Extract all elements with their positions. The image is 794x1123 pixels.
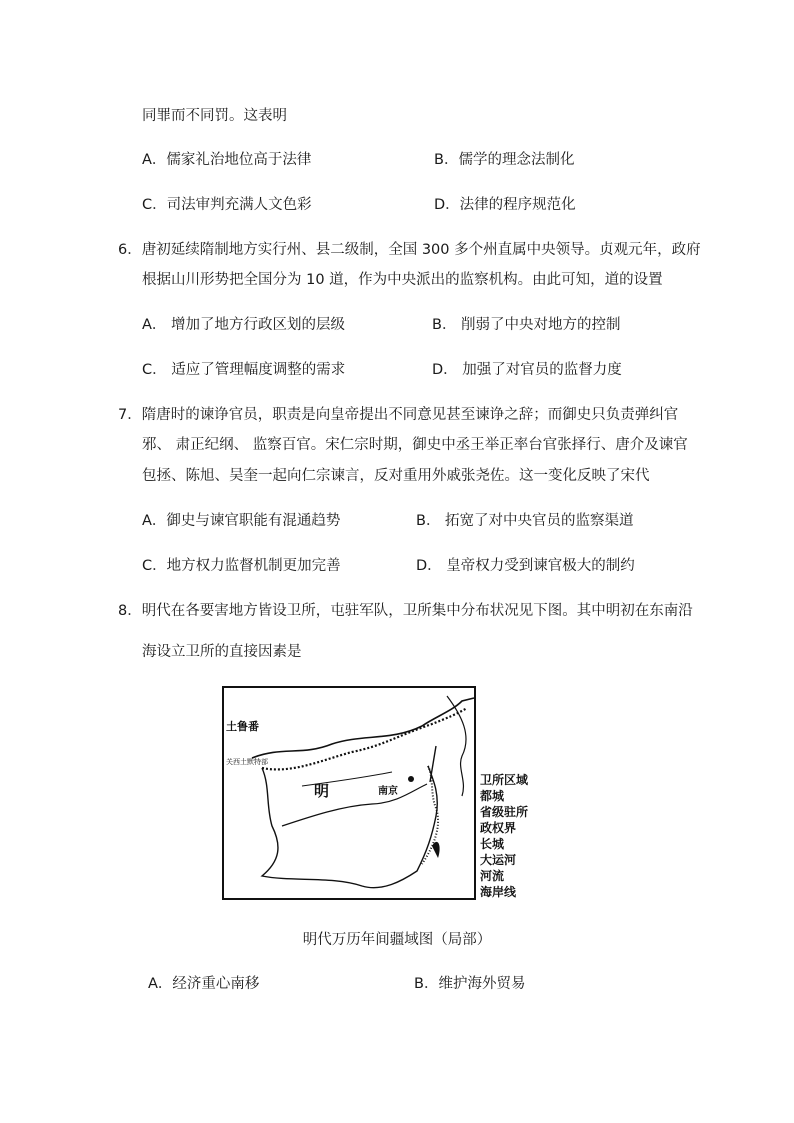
q5-option-d: D．法律的程序规范化	[434, 197, 576, 213]
label-tulufan: 土鲁番	[226, 720, 259, 733]
label-nanjing: 南京	[378, 786, 398, 797]
q7-stem-line3: 包拯、陈旭、吴奎一起向仁宗谏言，反对重用外戚张尧佐。这一变化反映了宋代	[142, 468, 650, 484]
q6-option-d: D． 加强了对官员的监督力度	[432, 362, 622, 378]
map-frame	[223, 687, 475, 899]
map-caption: 明代万历年间疆域图（局部）	[302, 932, 492, 948]
legend-item: 长城	[480, 837, 505, 851]
q5-option-b: B．儒学的理念法制化	[434, 152, 575, 168]
intro-tail-text: 同罪而不同罚。这表明	[142, 108, 287, 124]
q6-option-c: C． 适应了管理幅度调整的需求	[142, 362, 346, 378]
q6-option-b: B． 削弱了中央对地方的控制	[432, 317, 621, 333]
legend-item: 河流	[480, 869, 505, 883]
q7-option-a: A．御史与谏官职能有混通趋势	[142, 513, 341, 529]
q5-option-c: C．司法审判充满人文色彩	[142, 197, 312, 213]
q6-stem-line1: 6．唐初延续隋制地方实行州、县二级制，全国 300 多个州直属中央领导。贞观元年，政府	[118, 242, 701, 258]
q8-option-a: A．经济重心南移	[148, 976, 260, 992]
legend-item: 海岸线	[480, 885, 517, 899]
legend-item: 政权界	[480, 821, 517, 835]
q7-option-c: C．地方权力监督机制更加完善	[142, 558, 341, 574]
ming-map	[222, 686, 562, 900]
q6-option-a: A． 增加了地方行政区划的层级	[142, 317, 346, 333]
q5-option-a: A．儒家礼治地位高于法律	[142, 152, 312, 168]
legend-item: 省级驻所	[480, 805, 529, 819]
q6-stem-line2: 根据山川形势把全国分为 10 道，作为中央派出的监察机构。由此可知，道的设置	[142, 272, 663, 288]
nanjing-marker	[408, 776, 414, 782]
label-ming: 明	[314, 782, 330, 800]
q7-stem-line1: 7．隋唐时的谏诤官员，职责是向皇帝提出不同意见甚至谏诤之辞；而御史只负责弹纠官	[118, 407, 679, 423]
q7-option-d: D． 皇帝权力受到谏官极大的制约	[416, 558, 635, 574]
q7-option-b: B． 拓宽了对中央官员的监察渠道	[416, 513, 634, 529]
q7-stem-line2: 邪、 肃正纪纲、 监察百官。宋仁宗时期，御史中丞王举正率台官张择行、唐介及谏官	[142, 437, 688, 453]
legend-item: 都城	[480, 789, 505, 803]
q8-stem-line2: 海设立卫所的直接因素是	[142, 644, 302, 660]
map-legend	[479, 772, 529, 899]
label-hexi: 关西土默特部	[226, 758, 268, 766]
legend-item: 大运河	[480, 853, 517, 867]
q8-stem-line1: 8．明代在各要害地方皆设卫所，屯驻军队，卫所集中分布状况见下图。其中明初在东南沿	[118, 603, 693, 619]
q8-option-b: B．维护海外贸易	[414, 976, 526, 992]
legend-item: 卫所区域	[480, 773, 529, 787]
